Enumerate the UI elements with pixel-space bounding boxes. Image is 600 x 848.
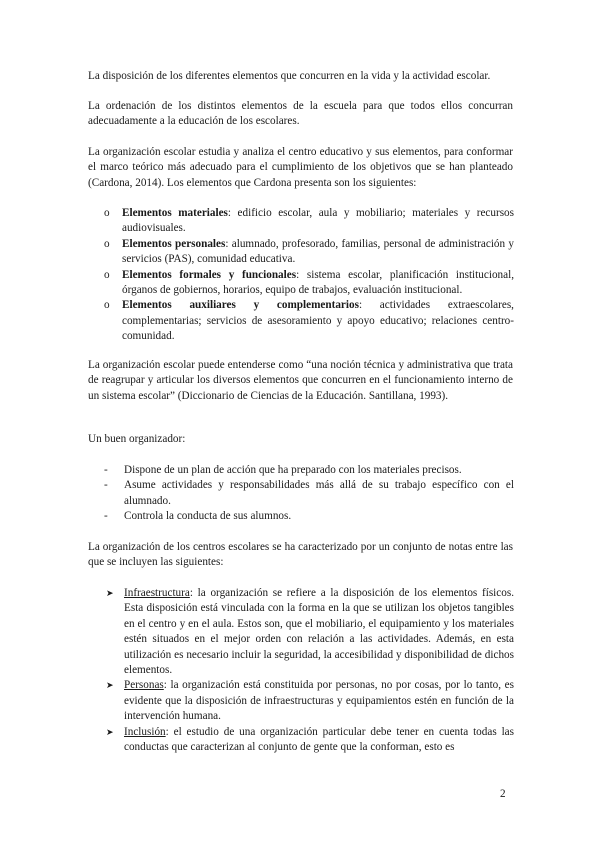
list-item-text: : sistema escolar, planificación institucional, órganos de gobiernos, horarios, equipo de trabajos, evaluación institucional.	[122, 268, 515, 297]
list-item-term: Infraestructura	[124, 587, 190, 599]
paragraph-notas: La organización de los centros escolares se ha caracterizado por un conjunto de notas entre las que se incluyen las siguientes:	[88, 541, 513, 569]
dash-bullet-icon: -	[104, 464, 108, 476]
list-item	[106, 678, 514, 724]
list-item-text: : alumnado, profesorado, familias, personal de administración y servicios (PAS), comunidad educativa.	[122, 237, 515, 266]
list-item-term: Personas	[124, 679, 164, 692]
list-item-text: : edificio escolar, aula y mobiliario; materiales y recursos audiovisuales.	[122, 207, 514, 235]
paragraph-ordenacion: La ordenación de los distintos elementos de la escuela para que todos ellos concurran adecuadamente a la educación de los escolares.	[88, 100, 513, 128]
dash-bullet-icon: -	[104, 510, 108, 523]
circle-bullet-icon: o	[104, 299, 110, 312]
list-item-text: Asume actividades y responsabilidades más allá de su trabajo específico con el alumnado.	[124, 479, 514, 507]
list-item	[104, 268, 514, 299]
list-item-text: : la organización se refiere a la disposición de los elementos físicos. Esta disposición está vinculada con la forma en la que se utilizan los objetos tangibles en el centro y en el aula. Estos son, que el mobiliario, el equipamiento y los materiales estén situados en el mejor orden con relación a las actividades. Además, en esta utilización es necesario incluir la seguridad, la accesibilidad y disponibilidad de dichos elementos.	[124, 587, 514, 677]
list-item-term: Inclusión	[124, 725, 166, 738]
paragraph-organizacion-escolar: La organización escolar estudia y analiza el centro educativo y sus elementos, para conformar el marco teórico más adecuado para el cumplimiento de los objetivos que se han planteado (Cardona, 2014). Los elementos que Cardona presenta son los siguientes:	[88, 146, 513, 189]
list-item	[104, 298, 514, 344]
dash-bullet-icon: -	[104, 479, 108, 492]
list-item	[104, 237, 514, 268]
organizer-list	[104, 463, 514, 525]
list-item-term: Elementos materiales	[122, 207, 228, 219]
paragraph-definicion: La organización escolar puede entenderse como “una noción técnica y administrativa que trata de reagrupar y articular los diversos elementos que concurren en el funcionamiento interno de un sistema escolar” (Diccionario de Ciencias de la Educación. Santillana, 1993).	[88, 359, 513, 402]
list-item	[106, 725, 514, 756]
arrow-bullet-icon: ➤	[106, 680, 114, 691]
page-number: 2	[500, 788, 506, 800]
list-item-term: Elementos personales	[122, 237, 226, 250]
paragraph-disposicion: La disposición de los diferentes elementos que concurren en la vida y la actividad escolar.	[88, 70, 491, 82]
circle-bullet-icon: o	[104, 237, 110, 250]
list-item-term: Elementos auxiliares y complementarios	[122, 299, 359, 312]
list-item-text: Dispone de un plan de acción que ha preparado con los materiales precisos.	[124, 464, 462, 476]
paragraph-buen-organizador: Un buen organizador:	[88, 433, 186, 445]
list-item	[104, 206, 514, 237]
circle-bullet-icon: o	[104, 268, 110, 281]
list-item-text: : el estudio de una organización particular debe tener en cuenta todas las conductas que caracterizan al conjunto de gente que la conforman, esto es	[124, 725, 514, 754]
list-item	[104, 509, 514, 524]
list-item	[106, 586, 514, 678]
list-item-text: : la organización está constituida por personas, no por cosas, por lo tanto, es evidente que la disposición de infraestructuras y equipamientos estén en función de la intervención humana.	[124, 679, 514, 723]
list-item-text: : actividades extraescolares, complementarias; servicios de asesoramiento y apoyo educativo; relaciones centro-comunidad.	[122, 299, 514, 343]
arrow-bullet-icon: ➤	[106, 726, 114, 737]
list-item-term: Elementos formales y funcionales	[122, 268, 297, 281]
arrow-bullet-icon: ➤	[106, 588, 114, 598]
elements-list	[104, 206, 514, 345]
circle-bullet-icon: o	[104, 207, 110, 219]
list-item-text: Controla la conducta de sus alumnos.	[124, 510, 292, 523]
list-item	[104, 463, 514, 478]
list-item	[104, 478, 514, 509]
notes-list	[106, 586, 514, 755]
